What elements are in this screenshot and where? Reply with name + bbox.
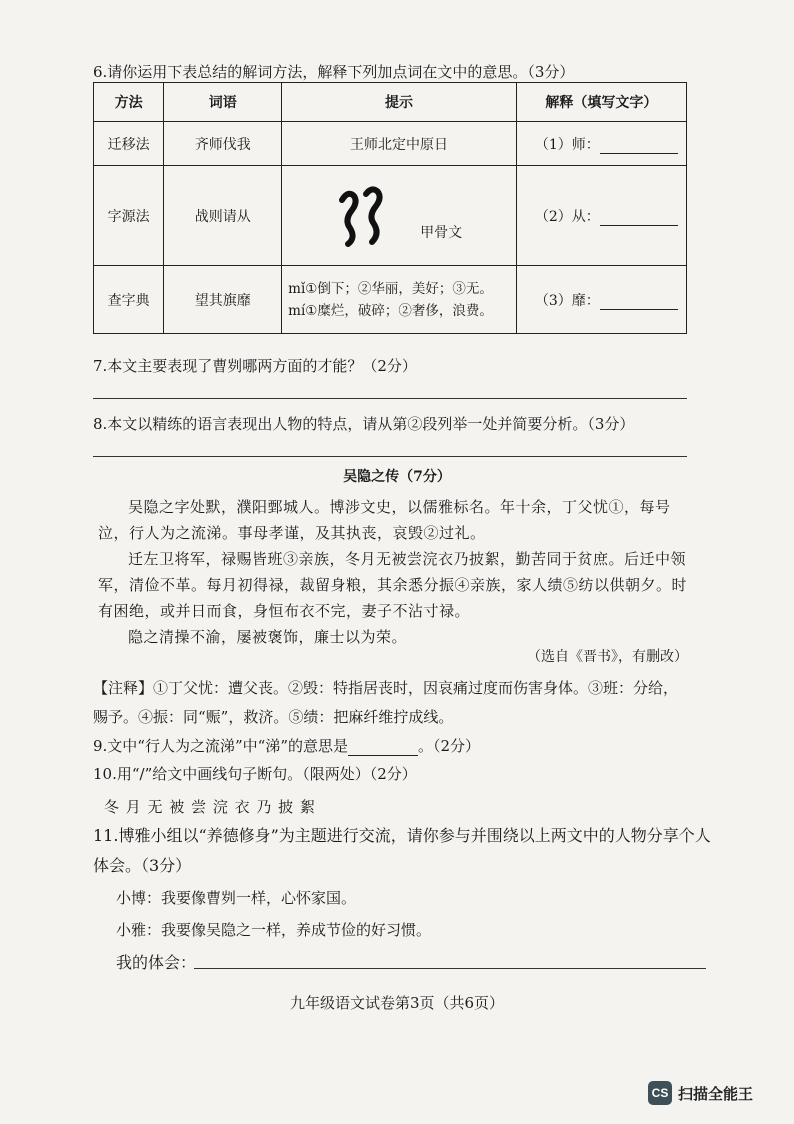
question-11-line-2: 体会。（3分） bbox=[93, 856, 192, 875]
my-thoughts-label: 我的体会： bbox=[116, 953, 197, 972]
xiaoya-statement: 小雅：我要像吴隐之一样，养成节俭的好习惯。 bbox=[116, 921, 432, 939]
row3-hint-line-1: mǐ①倒下；②华丽，美好；③无。 bbox=[288, 280, 493, 297]
row2-hint bbox=[282, 166, 517, 266]
question-10-sentence: 冬 月 无 被 尝 浣 衣 乃 披 絮 bbox=[104, 798, 316, 816]
row2-hint-label: 甲骨文 bbox=[420, 225, 463, 241]
row3-word: 望其旗靡 bbox=[164, 266, 282, 334]
row2-answer-label: （2）从： bbox=[534, 208, 600, 225]
notes-line-2: 赐予。④振：同“赈”，救济。⑤绩：把麻纤维拧成线。 bbox=[93, 708, 454, 726]
passage-paragraph-3: 隐之清操不渝，屡被褒饰，廉士以为荣。 bbox=[128, 628, 408, 646]
question-9-points: 。（2分） bbox=[418, 737, 481, 755]
row2-method: 字源法 bbox=[94, 166, 164, 266]
page-footer: 九年级语文试卷第3页（共6页） bbox=[289, 994, 505, 1012]
notes-line-1: 【注释】①丁父忧：遭父丧。②毁：特指居丧时，因哀痛过度而伤害身体。③班：分给， bbox=[93, 679, 679, 697]
table-header-row bbox=[94, 83, 687, 122]
question-9 bbox=[93, 736, 480, 756]
oracle-bone-glyph-icon bbox=[334, 184, 394, 248]
answer-blank-2[interactable] bbox=[600, 211, 678, 226]
table-row bbox=[94, 122, 687, 166]
scanner-watermark-text: 扫描全能王 bbox=[678, 1085, 754, 1103]
passage-source: （选自《晋书》，有删改） bbox=[527, 649, 688, 665]
row2-word: 战则请从 bbox=[164, 166, 282, 266]
header-hint: 提示 bbox=[282, 83, 517, 122]
question-9-text: 9.文中“行人为之流涕”中“涕”的意思是 bbox=[93, 737, 348, 755]
question-11-line-1: 11.博雅小组以“养德修身”为主题进行交流，请你参与并围绕以上两文中的人物分享个人 bbox=[93, 826, 711, 845]
passage-paragraph-1: 吴隐之字处默，濮阳鄄城人。博涉文史，以儒雅标名。年十余，丁父忧①，每号泣，行人为之流涕。事母孝谨，及其执丧，哀毁②过礼。 bbox=[98, 498, 671, 542]
header-word: 词语 bbox=[164, 83, 282, 122]
row1-hint: 王师北定中原日 bbox=[282, 122, 517, 166]
passage-title: 吴隐之传（7分） bbox=[343, 469, 451, 485]
row3-answer-label: （3）靡： bbox=[534, 292, 600, 309]
question-6: 6.请你运用下表总结的解词方法，解释下列加点词在文中的意思。（3分） bbox=[93, 63, 575, 81]
row3-hint bbox=[282, 266, 517, 334]
row1-answer-label: （1）师： bbox=[534, 136, 600, 153]
row3-answer-cell bbox=[516, 266, 686, 334]
header-answer: 解释（填写文字） bbox=[516, 83, 686, 122]
answer-line-q11[interactable] bbox=[194, 968, 706, 969]
answer-blank-q9[interactable] bbox=[348, 741, 418, 756]
answer-line-q8[interactable] bbox=[93, 456, 687, 457]
question-10: 10.用“/”给文中画线句子断句。（限两处）（2分） bbox=[93, 765, 417, 783]
row1-answer-cell bbox=[516, 122, 686, 166]
scanner-logo-icon: CS bbox=[648, 1081, 672, 1105]
question-8: 8.本文以精练的语言表现出人物的特点，请从第②段列举一处并简要分析。（3分） bbox=[93, 415, 635, 433]
table-row bbox=[94, 166, 687, 266]
question-7: 7.本文主要表现了曹刿哪两方面的才能？（2分） bbox=[93, 357, 417, 375]
answer-blank-1[interactable] bbox=[600, 139, 678, 154]
row1-method: 迁移法 bbox=[94, 122, 164, 166]
row3-hint-line-2: mí①糜烂，破碎；②奢侈，浪费。 bbox=[288, 302, 493, 319]
header-method: 方法 bbox=[94, 83, 164, 122]
notes bbox=[93, 674, 693, 732]
row1-word: 齐师伐我 bbox=[164, 122, 282, 166]
row3-method: 查字典 bbox=[94, 266, 164, 334]
answer-line-q7[interactable] bbox=[93, 398, 687, 399]
answer-blank-3[interactable] bbox=[600, 295, 678, 310]
method-table bbox=[93, 82, 687, 334]
passage-paragraph-2: 迁左卫将军，禄赐皆班③亲族，冬月无被尝浣衣乃披絮，勤苦同于贫庶。后迁中领军，清俭不革。每月初得禄，裁留身粮，其余悉分振④亲族，家人绩⑤纺以供朝夕。时有困绝，或并日而食，身恒布衣不完，妻子不沾寸禄。 bbox=[98, 550, 688, 620]
row2-answer-cell bbox=[516, 166, 686, 266]
xiaobo-statement: 小博：我要像曹刿一样，心怀家国。 bbox=[116, 889, 357, 907]
table-row bbox=[94, 266, 687, 334]
